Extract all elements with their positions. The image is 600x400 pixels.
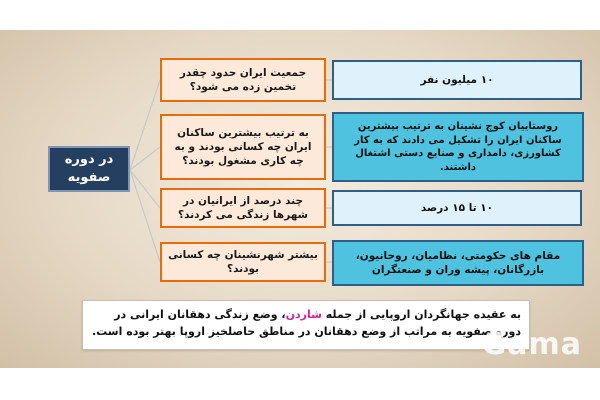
connector-root-q3: [130, 170, 160, 208]
note-text-before: به عقیده جهانگردان اروپایی از جمله: [321, 308, 521, 321]
question-box-3: [160, 188, 326, 228]
root-node: [48, 146, 130, 192]
answer-box-2: [332, 112, 584, 182]
answer-text-1: ۱۰ میلیون نفر: [420, 73, 494, 86]
answer-box-3: [332, 190, 582, 226]
gama-logo: Gama: [481, 327, 582, 362]
question-text-2: به ترتیب بیشترین ساکنان ایران چه کسانی بودند و به چه کاری مشغول بودند؟: [174, 126, 312, 168]
answer-text-4: مقام های حکومتی، نظامیان، روحانیون، بازرگانان، پیشه وران و صنعتگران: [355, 249, 561, 276]
question-box-1: [160, 58, 326, 102]
question-box-4: [160, 242, 326, 282]
question-text-4: بیشتر شهرنشینان چه کسانی بودند؟: [168, 248, 318, 275]
root-label: در دوره صفویه: [64, 152, 114, 185]
answer-box-1: [332, 60, 582, 100]
note-text-after: ، وضع زندگی دهقانان ایرانی در دوره صفویه به مراتب از وضع دهقانان در مناطق حاصلخیز اروپا بهتر بوده است.: [91, 308, 521, 339]
slide-canvas: [0, 30, 600, 368]
answer-box-4: [332, 240, 584, 286]
note-highlight-sharden: شاردن: [285, 308, 322, 321]
connector-root-q2: [130, 147, 160, 170]
question-text-1: جمعیت ایران حدود چقدر تخمین زده می شود؟: [179, 66, 307, 93]
question-text-3: چند درصد از ایرانیان در شهرها زندگی می کردند؟: [177, 194, 308, 221]
answer-text-2: روستاییان کوچ نشینان به ترتیب بیشترین ساکنان ایران را تشکیل می دادند که به کار کشاورزی، دامداری و صنایع دستی اشتغال داشتند.: [354, 121, 562, 173]
note-box: [82, 300, 530, 350]
answer-text-3: ۱۰ تا ۱۵ درصد: [420, 201, 494, 214]
connector-root-q4: [130, 170, 160, 262]
question-box-2: [160, 114, 326, 180]
connector-root-q1: [130, 80, 160, 170]
